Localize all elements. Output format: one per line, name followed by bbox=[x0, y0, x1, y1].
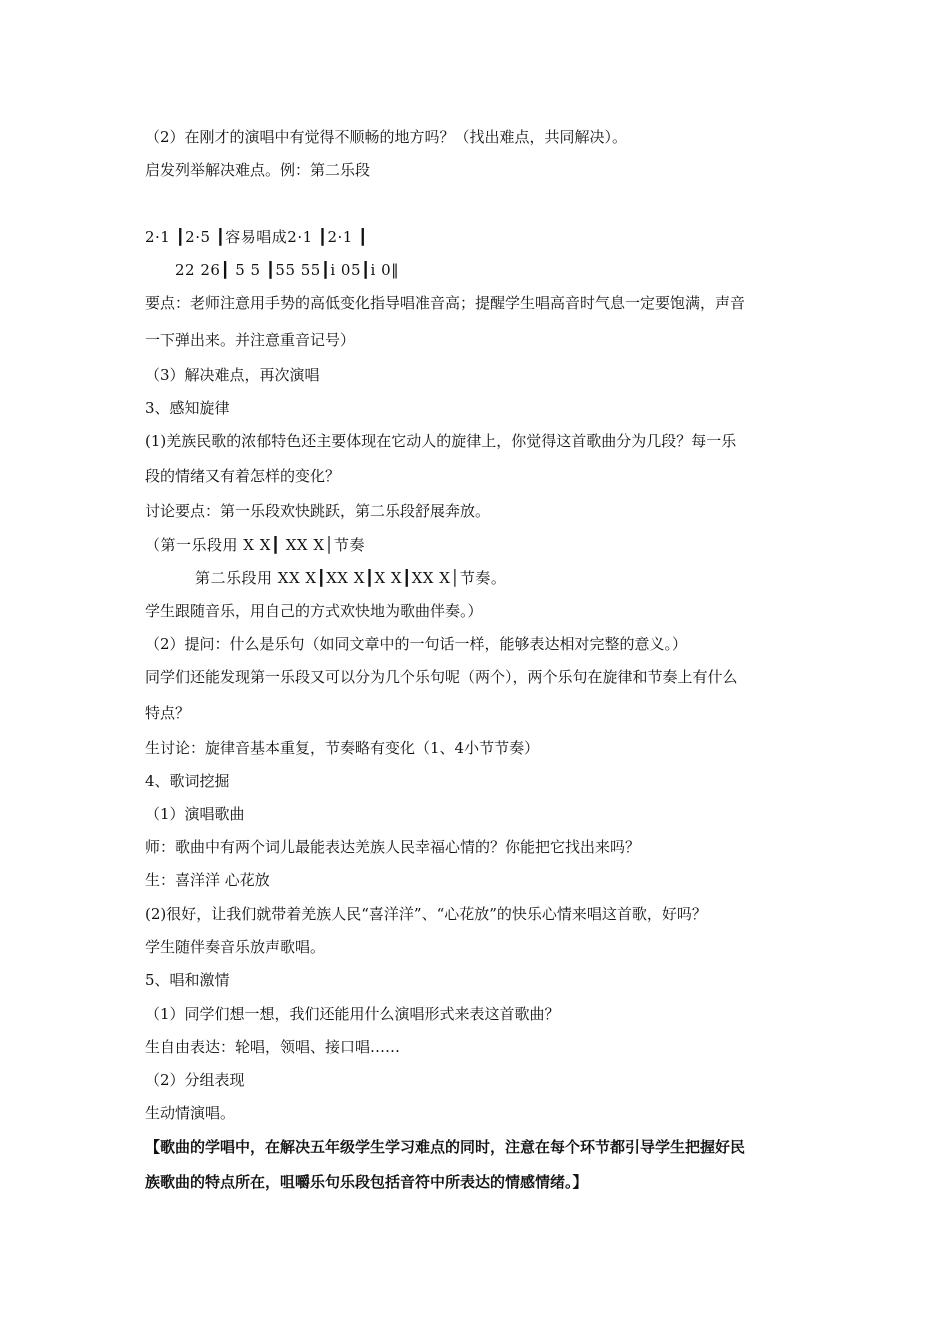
text-line: （2）分组表现 bbox=[145, 1071, 245, 1089]
text-line: 特点？ bbox=[145, 704, 191, 722]
text-line: 一下弹出来。并注意重音记号） bbox=[145, 331, 356, 349]
text-line: 师：歌曲中有两个词儿最能表达羌族人民幸福心情的？你能把它找出来吗？ bbox=[145, 838, 641, 856]
notation-line: 第二乐段用 XX X┃XX X┃X X┃XX X│节奏。 bbox=[195, 569, 507, 587]
text-line: 段的情绪又有着怎样的变化？ bbox=[145, 467, 341, 485]
text-line: 学生跟随音乐，用自己的方式欢快地为歌曲伴奏。） bbox=[145, 602, 483, 620]
text-line: (1)羌族民歌的浓郁特色还主要体现在它动人的旋律上，你觉得这首歌曲分为几段？每一乐 bbox=[145, 432, 737, 450]
text-line: 学生随伴奏音乐放声歌唱。 bbox=[145, 938, 326, 956]
text-line: 生动情演唱。 bbox=[145, 1104, 236, 1122]
section-heading: 3、感知旋律 bbox=[145, 399, 230, 417]
text-line: 要点：老师注意用手势的高低变化指导唱准音高；提醒学生唱高音时气息一定要饱满，声音 bbox=[145, 294, 746, 312]
summary-note: 【歌曲的学唱中，在解决五年级学生学习难点的同时，注意在每个环节都引导学生把握好民 bbox=[145, 1138, 746, 1156]
section-heading: 4、歌词挖掘 bbox=[145, 772, 230, 790]
text-line: 生：喜洋洋 心花放 bbox=[145, 871, 270, 889]
section-heading: 5、唱和激情 bbox=[145, 971, 230, 989]
text-line: （3）解决难点，再次演唱 bbox=[145, 366, 320, 384]
text-line: （1）演唱歌曲 bbox=[145, 805, 245, 823]
text-line: 讨论要点：第一乐段欢快跳跃，第二乐段舒展奔放。 bbox=[145, 502, 491, 520]
text-line: 生讨论：旋律音基本重复，节奏略有变化（1、4小节节奏） bbox=[145, 739, 540, 757]
notation-line: 22 26┃ 5 5 ┃55 55┃i 05┃i 0‖ bbox=[175, 261, 400, 279]
text-line: 启发列举解决难点。例：第二乐段 bbox=[145, 161, 371, 179]
text-line: （2）提问：什么是乐句（如同文章中的一句话一样，能够表达相对完整的意义。） bbox=[145, 635, 688, 653]
summary-note: 族歌曲的特点所在，咀嚼乐句乐段包括音符中所表达的情感情绪。】 bbox=[145, 1173, 588, 1191]
notation-line: （第一乐段用 X X┃ XX X│节奏 bbox=[145, 536, 366, 554]
text-line: (2)很好，让我们就带着羌族人民“喜洋洋”、“心花放”的快乐心情来唱这首歌，好吗？ bbox=[145, 905, 707, 923]
text-line: 生自由表达：轮唱，领唱、接口唱…… bbox=[145, 1038, 401, 1056]
notation-line: 2·1 ┃2·5 ┃容易唱成2·1 ┃2·1 ┃ bbox=[145, 228, 368, 246]
text-line: 同学们还能发现第一乐段又可以分为几个乐句呢（两个），两个乐句在旋律和节奏上有什么 bbox=[145, 668, 738, 686]
text-line: （1）同学们想一想，我们还能用什么演唱形式来表这首歌曲？ bbox=[145, 1005, 560, 1023]
text-line: （2）在刚才的演唱中有觉得不顺畅的地方吗？（找出难点，共同解决）。 bbox=[145, 128, 628, 146]
